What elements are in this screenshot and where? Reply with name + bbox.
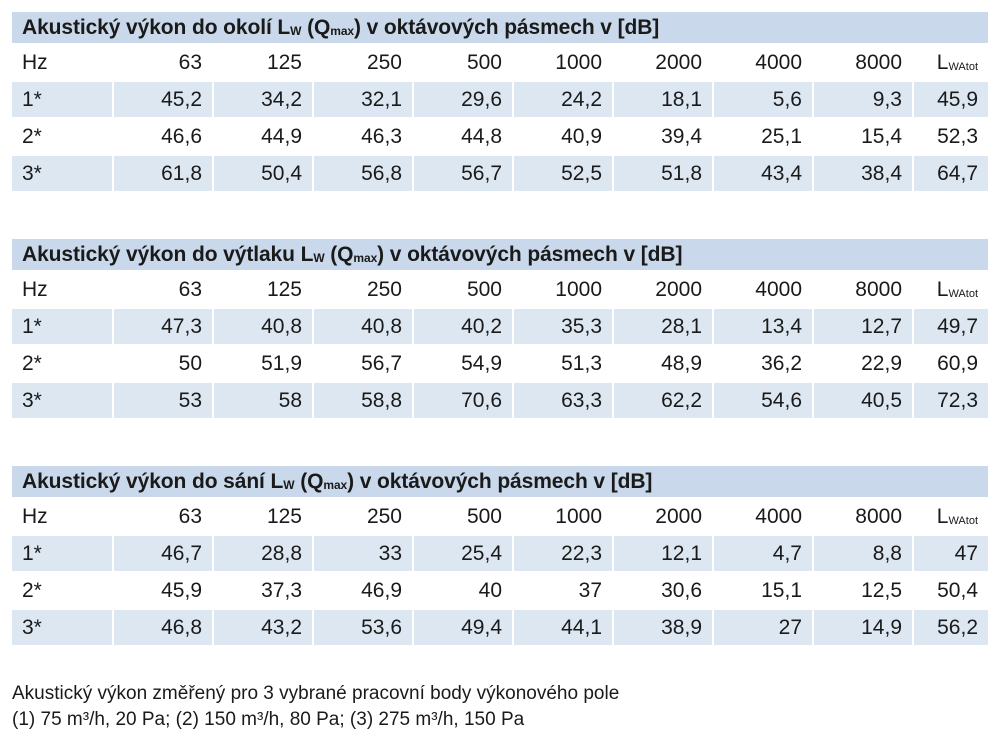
header-cell-hz: Hz	[12, 270, 112, 307]
value-cell: 45,2	[112, 80, 212, 117]
value-cell: 47,3	[112, 307, 212, 344]
table-title: Akustický výkon do sání $L_W$ $(Q_{max})$ v oktávových pásmech v [dB]	[12, 466, 988, 497]
acoustic-table-surroundings	[12, 12, 988, 193]
table-row	[12, 381, 988, 418]
value-cell: 27	[712, 608, 812, 645]
value-cell: 53,6	[312, 608, 412, 645]
value-cell: 34,2	[212, 80, 312, 117]
value-cell: 18,1	[612, 80, 712, 117]
header-cell: 1000	[512, 270, 612, 307]
value-cell: 46,7	[112, 534, 212, 571]
header-cell-total: $L_{WAtot}$	[912, 497, 988, 534]
row-label: 3*	[12, 608, 112, 645]
value-cell: 36,2	[712, 344, 812, 381]
row-label: 1*	[12, 534, 112, 571]
row-label: 1*	[12, 307, 112, 344]
value-cell: 52,5	[512, 154, 612, 191]
value-cell: 40,8	[312, 307, 412, 344]
header-cell: 63	[112, 43, 212, 80]
value-cell: 45,9	[112, 571, 212, 608]
value-cell: 58	[212, 381, 312, 418]
value-cell: 48,9	[612, 344, 712, 381]
value-cell: 46,6	[112, 117, 212, 154]
value-cell: 40,2	[412, 307, 512, 344]
value-cell: 62,2	[612, 381, 712, 418]
value-cell: 44,9	[212, 117, 312, 154]
value-cell: 5,6	[712, 80, 812, 117]
header-cell-hz: Hz	[12, 43, 112, 80]
header-cell: 2000	[612, 497, 712, 534]
value-cell: 40,9	[512, 117, 612, 154]
table-row	[12, 534, 988, 571]
total-cell: 47	[912, 534, 988, 571]
table-row	[12, 307, 988, 344]
total-cell: 60,9	[912, 344, 988, 381]
value-cell: 44,1	[512, 608, 612, 645]
value-cell: 49,4	[412, 608, 512, 645]
table-row	[12, 344, 988, 381]
footnote-line-2: (1) 75 m³/h, 20 Pa; (2) 150 m³/h, 80 Pa; (3) 275 m³/h, 150 Pa	[12, 709, 525, 730]
header-cell: 1000	[512, 497, 612, 534]
value-cell: 43,4	[712, 154, 812, 191]
row-label: 2*	[12, 344, 112, 381]
value-cell: 70,6	[412, 381, 512, 418]
value-cell: 14,9	[812, 608, 912, 645]
row-label: 1*	[12, 80, 112, 117]
total-cell: 49,7	[912, 307, 988, 344]
value-cell: 56,7	[312, 344, 412, 381]
value-cell: 4,7	[712, 534, 812, 571]
header-cell: 125	[212, 270, 312, 307]
footnote-line-1: Akustický výkon změřený pro 3 vybrané pracovní body výkonového pole	[12, 683, 620, 704]
header-cell-total: $L_{WAtot}$	[912, 270, 988, 307]
header-cell: 125	[212, 43, 312, 80]
value-cell: 54,6	[712, 381, 812, 418]
value-cell: 40,8	[212, 307, 312, 344]
header-cell: 1000	[512, 43, 612, 80]
header-cell: 63	[112, 497, 212, 534]
row-label: 3*	[12, 154, 112, 191]
value-cell: 35,3	[512, 307, 612, 344]
value-cell: 12,5	[812, 571, 912, 608]
header-cell-hz: Hz	[12, 497, 112, 534]
spacer	[12, 420, 988, 466]
total-cell: 56,2	[912, 608, 988, 645]
value-cell: 37	[512, 571, 612, 608]
value-cell: 56,8	[312, 154, 412, 191]
value-cell: 39,4	[612, 117, 712, 154]
value-cell: 56,7	[412, 154, 512, 191]
value-cell: 43,2	[212, 608, 312, 645]
total-cell: 64,7	[912, 154, 988, 191]
value-cell: 24,2	[512, 80, 612, 117]
value-cell: 51,3	[512, 344, 612, 381]
header-cell: 250	[312, 43, 412, 80]
value-cell: 37,3	[212, 571, 312, 608]
row-label: 2*	[12, 117, 112, 154]
header-cell: 4000	[712, 270, 812, 307]
header-cell: 8000	[812, 43, 912, 80]
value-cell: 53	[112, 381, 212, 418]
value-cell: 54,9	[412, 344, 512, 381]
header-cell: 125	[212, 497, 312, 534]
value-cell: 22,3	[512, 534, 612, 571]
value-cell: 38,9	[612, 608, 712, 645]
header-cell: 500	[412, 497, 512, 534]
value-cell: 38,4	[812, 154, 912, 191]
value-cell: 12,7	[812, 307, 912, 344]
value-cell: 50	[112, 344, 212, 381]
header-row	[12, 43, 988, 80]
value-cell: 12,1	[612, 534, 712, 571]
header-cell-total: $L_{WAtot}$	[912, 43, 988, 80]
header-cell: 8000	[812, 270, 912, 307]
spacer	[12, 193, 988, 239]
total-cell: 45,9	[912, 80, 988, 117]
value-cell: 13,4	[712, 307, 812, 344]
value-cell: 15,1	[712, 571, 812, 608]
header-cell: 2000	[612, 43, 712, 80]
value-cell: 28,8	[212, 534, 312, 571]
header-cell: 4000	[712, 43, 812, 80]
data-table	[12, 270, 988, 418]
acoustic-table-discharge	[12, 239, 988, 420]
header-cell: 4000	[712, 497, 812, 534]
total-cell: 52,3	[912, 117, 988, 154]
value-cell: 8,8	[812, 534, 912, 571]
header-cell: 250	[312, 497, 412, 534]
value-cell: 51,9	[212, 344, 312, 381]
data-table	[12, 43, 988, 191]
value-cell: 25,4	[412, 534, 512, 571]
value-cell: 40,5	[812, 381, 912, 418]
value-cell: 44,8	[412, 117, 512, 154]
header-row	[12, 497, 988, 534]
value-cell: 15,4	[812, 117, 912, 154]
table-row	[12, 571, 988, 608]
value-cell: 58,8	[312, 381, 412, 418]
value-cell: 51,8	[612, 154, 712, 191]
header-cell: 500	[412, 270, 512, 307]
header-cell: 63	[112, 270, 212, 307]
header-cell: 250	[312, 270, 412, 307]
row-label: 2*	[12, 571, 112, 608]
table-row	[12, 80, 988, 117]
table-row	[12, 608, 988, 645]
value-cell: 9,3	[812, 80, 912, 117]
value-cell: 40	[412, 571, 512, 608]
value-cell: 25,1	[712, 117, 812, 154]
header-cell: 2000	[612, 270, 712, 307]
footnote	[12, 681, 988, 733]
value-cell: 63,3	[512, 381, 612, 418]
value-cell: 29,6	[412, 80, 512, 117]
acoustic-table-suction	[12, 466, 988, 647]
value-cell: 28,1	[612, 307, 712, 344]
header-cell: 8000	[812, 497, 912, 534]
page	[12, 12, 988, 733]
total-cell: 50,4	[912, 571, 988, 608]
data-table	[12, 497, 988, 645]
value-cell: 61,8	[112, 154, 212, 191]
header-row	[12, 270, 988, 307]
table-row	[12, 117, 988, 154]
table-title: Akustický výkon do okolí $L_W$ $(Q_{max})$ v oktávových pásmech v [dB]	[12, 12, 988, 43]
value-cell: 46,3	[312, 117, 412, 154]
value-cell: 50,4	[212, 154, 312, 191]
value-cell: 30,6	[612, 571, 712, 608]
value-cell: 33	[312, 534, 412, 571]
value-cell: 22,9	[812, 344, 912, 381]
row-label: 3*	[12, 381, 112, 418]
value-cell: 46,8	[112, 608, 212, 645]
value-cell: 32,1	[312, 80, 412, 117]
table-title: Akustický výkon do výtlaku $L_W$ $(Q_{max})$ v oktávových pásmech v [dB]	[12, 239, 988, 270]
total-cell: 72,3	[912, 381, 988, 418]
value-cell: 46,9	[312, 571, 412, 608]
header-cell: 500	[412, 43, 512, 80]
table-row	[12, 154, 988, 191]
